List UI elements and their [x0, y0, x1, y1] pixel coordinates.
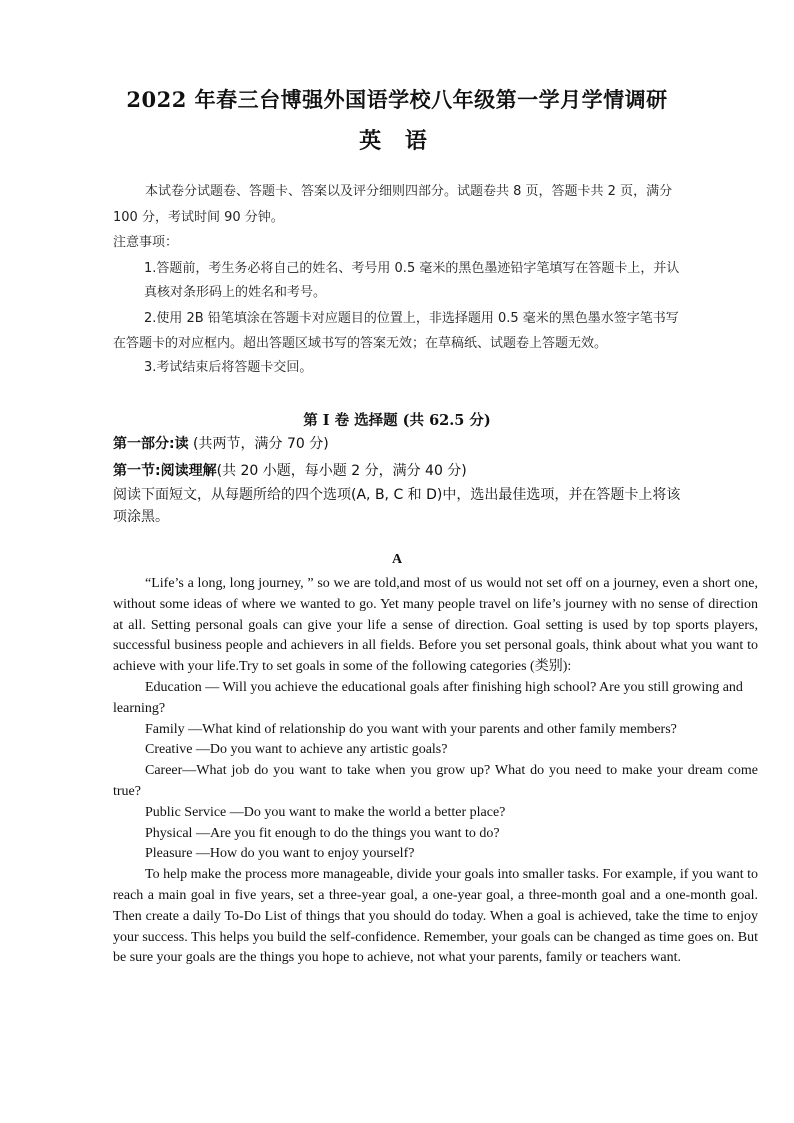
subject-title: 英 语 — [359, 128, 435, 154]
intro-line-2: 100 分，考试时间 90 分钟。 — [113, 210, 284, 225]
part-one-heading — [113, 433, 329, 455]
exam-title: 2022 年春三台博强外国语学校八年级第一学月学情调研 — [126, 87, 668, 112]
intro-line-1: 本试卷分试题卷、答题卡、答案以及评分细则四部分。试题卷共 8 页，答题卡共 2 页，满分 — [145, 184, 673, 199]
passage-paragraph: “Life’s a long, long journey, ” so we are told,and most of us would not set off on a journey, even a short one, without some ideas of where we wanted to go. Yet many people travel on life’s journey with no sense of direction at all. Setting personal goals can give your life a sense of direction. Goal setting is used by top sports players, successful business people and achievers in all fields. Before you set personal goals, think about what you want to achieve with your life.Try to set goals in some of the following categories (类别): — [113, 576, 758, 675]
notice-item-1b: 真核对条形码上的姓名和考号。 — [144, 285, 327, 300]
notice-item-2b: 在答题卡的对应框内。超出答题区域书写的答案无效；在草稿纸、试题卷上答题无效。 — [113, 336, 608, 351]
section-title: 第 I 卷 选择题 (共 62.5 分) — [303, 412, 491, 429]
passage-body — [113, 574, 758, 969]
category-pleasure: Pleasure —How do you want to enjoy yourself? — [145, 846, 415, 862]
part-one-bold: 第一部分:读 — [113, 436, 189, 452]
notice-item-2a: 2.使用 2B 铅笔填涂在答题卡对应题目的位置上，非选择题用 0.5 毫米的黑色墨水签字笔书写 — [144, 311, 679, 326]
category-creative: Creative —Do you want to achieve any artistic goals? — [145, 742, 448, 758]
section-one-heading — [113, 460, 467, 482]
passage-paragraph-final: To help make the process more manageable, divide your goals into smaller tasks. For example, if you want to reach a main goal in five years, set a three-year goal, a one-year goal, a three-month goal and a one-month goal. Then create a daily To-Do List of things that you should do today. When a goal is achieved, take the time to enjoy your success. This helps you build the self-confidence. Remember, your goals can be changed as time goes on. But be sure your goals are the things you hope to achieve, not what your parents, family or teachers want. — [113, 867, 758, 966]
instruction-line-1: 阅读下面短文，从每题所给的四个选项(A, B, C 和 D)中，选出最佳选项，并在答题卡上将该 — [113, 487, 681, 503]
category-public-service: Public Service —Do you want to make the world a better place? — [145, 804, 506, 820]
category-physical: Physical —Are you fit enough to do the things you want to do? — [145, 825, 500, 841]
instruction-line-2: 项涂黑。 — [113, 509, 169, 525]
notice-item-1a: 1.答题前，考生务必将自己的姓名、考号用 0.5 毫米的黑色墨迹铅字笔填写在答题卡上，并认 — [144, 261, 680, 276]
part-one-rest: (共两节，满分 70 分) — [188, 436, 329, 452]
category-education: Education — Will you achieve the educational goals after finishing high school? Are you still growing and learning? — [113, 679, 743, 716]
notice-item-3: 3.考试结束后将答题卡交回。 — [144, 360, 313, 375]
passage-label: A — [391, 552, 403, 567]
category-career: Career—What job do you want to take when you grow up? What do you need to make your dream come true? — [113, 763, 758, 799]
section-one-rest: (共 20 小题，每小题 2 分，满分 40 分) — [216, 463, 467, 479]
section-one-bold: 第一节:阅读理解 — [113, 463, 217, 479]
category-family: Family —What kind of relationship do you want with your parents and other family members? — [145, 721, 677, 737]
notice-label: 注意事项： — [113, 235, 179, 250]
